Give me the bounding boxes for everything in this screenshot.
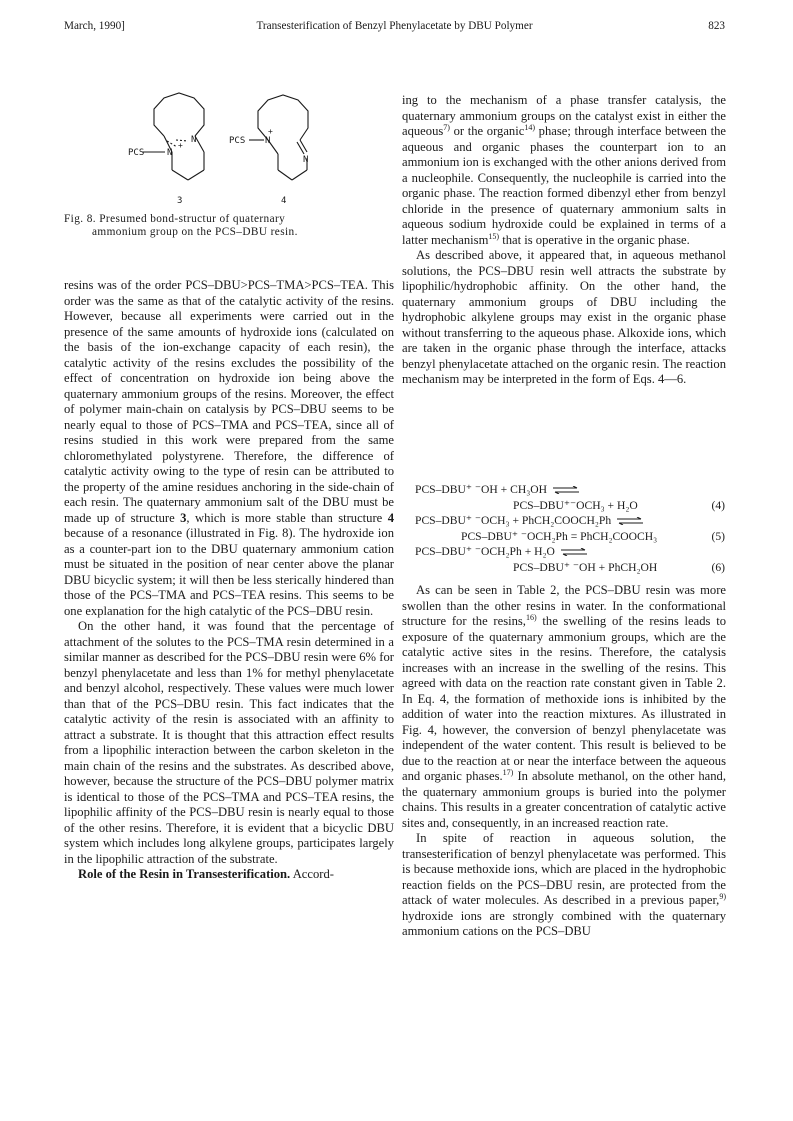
right-p1-a: ing to the mechanism of a phase transfer catalysis, the quaternary ammonium groups on the catalyst exist in either the aqueous xyxy=(402,93,726,138)
eq5-products: PCS–DBU⁺ ⁻OCH₂Ph = PhCH₂COOCH₃ xyxy=(461,529,658,543)
ref-9: 9) xyxy=(719,891,726,901)
caption-prefix: Fig. 8. xyxy=(64,213,96,225)
left-p1-text: resins was of the order PCS–DBU>PCS–TMA>PCS–TEA. This order was the same as that of the catalytic activity of the resins. However, because all experiments were carried out in the presence of the same amounts of hydroxide ions (calculated on the basis of the ion-exchange capacity of each resin), the catalytic activity of the resins excludes the possibility of the effect of concentration on hydroxide ion being above the quaternary ammonium groups of the resins. Moreover, the effect of polymer main-chain on catalysis by PCS–DBU seems to be nearly equal to those of PCS–TMA and PCS–TEA, since all of resins studied in this work were prepared from the same chloromethylated polystyrene. Therefore, the difference of catalytic activity owing to the type of resin can be attributed to the property of the amine residues anchoring in the side-chain of each resin. The quaternary ammonium salt of the DBU must be made up of structure xyxy=(64,278,394,525)
ref-17: 17) xyxy=(502,767,514,777)
right-paragraph-3 xyxy=(402,583,726,831)
left-p1-text-b: , which is more stable than structure xyxy=(186,510,383,525)
equation-4-line1 xyxy=(415,482,725,498)
page-number: 823 xyxy=(708,20,725,32)
structure-4-label: 4 xyxy=(281,196,287,206)
right-p1-c: phase; through interface between the aqueous and organic phases the counterpart ion to an ammonium ion is exchanged with the other anions derived from a nucleophile. Consequently, the nucleophile is carried into the organic phase. The reaction formed dibenzyl ether from benzyl chloride in the presence of quaternary ammonium salts in aqueous sodium hydroxide could be explained in terms of a latter mechanism xyxy=(402,124,726,247)
ref-16: 16) xyxy=(525,612,537,622)
right-column-bottom xyxy=(402,583,726,940)
pcs-label-3: PCS xyxy=(128,148,145,158)
structure-ref-3: 3 xyxy=(180,510,187,525)
ref-14: 14) xyxy=(524,122,535,132)
eq6-number: (6) xyxy=(711,560,725,574)
equilibrium-arrow-icon xyxy=(617,517,643,525)
eq5-number: (5) xyxy=(711,529,725,543)
right-column-top xyxy=(402,93,726,388)
pcs-label-4: PCS xyxy=(229,136,246,146)
left-paragraph-1 xyxy=(64,278,394,619)
right-paragraph-2: As described above, it appeared that, in aqueous methanol solutions, the PCS–DBU resin well attracts the substrate by lipophilic/hydrophobic affinity. On the other hand, the quaternary ammonium groups of DBU including the hydrophobic alkylene groups may exist in the organic phase without transferring to the aqueous phase. Alkoxide ions, which are taken in the organic phase through the interface, attacks benzyl phenylacetate attached on the organic resin. The reaction mechanism may be interpreted in the form of Eqs. 4—6. xyxy=(402,248,726,386)
n-atom-4b: N xyxy=(303,155,309,165)
n-atom-3a: N xyxy=(167,148,173,158)
equation-4-line2 xyxy=(415,498,725,514)
equation-5-line1 xyxy=(415,513,725,529)
eq6-reactants: PCS–DBU⁺ ⁻OCH₂Ph + H₂O xyxy=(415,545,555,558)
n-atom-4a: N xyxy=(265,136,271,146)
eq4-reactants: PCS–DBU⁺ ⁻OH + CH₃OH xyxy=(415,483,548,496)
right-p4-a: In spite of reaction in aqueous solution, the transesterification of benzyl phenylacetate was performed. This is because methoxide ions, which are placed in the hydrophobic reaction fields on the PCS–DBU resin, are protected from the attack of water molecules. As described in a previous paper, xyxy=(402,831,726,907)
eq4-products: PCS–DBU⁺⁻OCH₃ + H₂O xyxy=(513,498,638,512)
right-paragraph-1 xyxy=(402,93,726,248)
right-p1-d: that is operative in the organic phase. xyxy=(502,232,690,247)
ref-15: 15) xyxy=(488,231,500,241)
right-p3-c: In absolute methanol, on the other hand, the quaternary ammonium groups is buried into the polymer chains. This results in a greater concentration of catalytic active sites and, consequently, in an increased reaction rate. xyxy=(402,769,726,830)
eq5-reactants: PCS–DBU⁺ ⁻OCH₃ + PhCH₂COOCH₂Ph xyxy=(415,514,612,527)
right-p3-b: the swelling of the resins leads to exposure of the quaternary ammonium groups, which are the catalytic active sites in the resins. Therefore, the catalysis increases with an increase in the swelling of the resins. This agreed with data on the reaction rate constant given in Table 2. In Eq. 4, the formation of methoxide ions is inhibited by the addition of water into the reaction mixtures. As illustrated in Fig. 4, however, the conversion of benzyl phenylacetate was independent of the water content. This result is believed to be due to the reaction at or near the interface between the aqueous and organic phases. xyxy=(402,614,726,783)
equilibrium-arrow-icon xyxy=(553,486,579,494)
figure-8 xyxy=(64,80,394,270)
running-header xyxy=(64,20,725,38)
left-column xyxy=(64,278,394,883)
right-paragraph-4 xyxy=(402,831,726,940)
equations-block xyxy=(415,482,725,575)
n-atom-3b: N xyxy=(191,135,197,145)
equation-6-line2 xyxy=(415,560,725,576)
equilibrium-arrow-icon xyxy=(561,548,587,556)
plus-charge-4: + xyxy=(268,127,273,136)
eq4-number: (4) xyxy=(711,498,725,512)
left-p1-text-c: because of a resonance (illustrated in Fig. 8). The hydroxide ion as a counter-part ion to the DBU quaternary ammonium cation must be situated in the position of near center above the planar DBU bicyclic system; it will then be less sterically hindered than those of the PCS–TMA and PCS–TEA resins. This seems to be one explanation for the high catalytic of the PCS–DBU resin. xyxy=(64,526,394,618)
header-title: Transesterification of Benzyl Phenylacetate by DBU Polymer xyxy=(256,20,533,32)
right-p3-a: As can be seen in Table 2, the PCS–DBU resin was more swollen than the other resins in water. In the conformational structure for the resins, xyxy=(402,583,726,628)
left-paragraph-2: On the other hand, it was found that the percentage of attachment of the solutes to the PCS–TMA resin determined in a similar manner as described for the PCS–DBU resin were 6% for benzyl phenylacetate and less than 1% for methyl phenylacetate and benzyl alcohol, respectively. These values were much lower than that of the PCS–DBU resin. This fact indicates that the catalytic activity of the resin is associated with an affinity to attract a substrate. It is thought that this attraction effect results from a lipophilic interaction between the carbon skeleton in the main chain of the resins and the substrates. As described above, however, because the structure of the PCS–DBU polymer matrix is identical to those of the PCS–TMA and PCS–TEA resins, the lipophilic affinity of the PCS–DBU resin is nearly equal to those of the other resins. Therefore, it is evident that a bicyclic DBU system which includes long alkylene groups, participates largely in the lipophilic attraction of the substrate. xyxy=(64,619,394,866)
dbu-structures-diagram xyxy=(64,80,394,210)
right-p1-b: or the organic xyxy=(453,124,525,138)
structure-ref-4: 4 xyxy=(387,510,394,525)
caption-line2: ammonium group on the PCS–DBU resin. xyxy=(92,226,298,238)
equation-6-line1 xyxy=(415,544,725,560)
plus-charge-3: + xyxy=(178,141,183,150)
structure-4 xyxy=(249,95,308,180)
heading-tail: Accord- xyxy=(292,867,334,881)
caption-line1: Presumed bond-structur of quaternary xyxy=(99,213,286,225)
left-paragraph-3 xyxy=(64,867,394,883)
figure-caption xyxy=(64,213,394,239)
section-heading: Role of the Resin in Transesterification. xyxy=(78,867,291,881)
eq6-products: PCS–DBU⁺ ⁻OH + PhCH₂OH xyxy=(513,560,658,574)
right-p4-b: hydroxide ions are strongly combined with the quaternary ammonium cations on the PCS–DBU xyxy=(402,908,726,938)
header-date: March, 1990] xyxy=(64,20,125,32)
equation-5-line2 xyxy=(415,529,725,545)
ref-7: 7) xyxy=(443,122,450,132)
structure-3-label: 3 xyxy=(177,196,183,206)
